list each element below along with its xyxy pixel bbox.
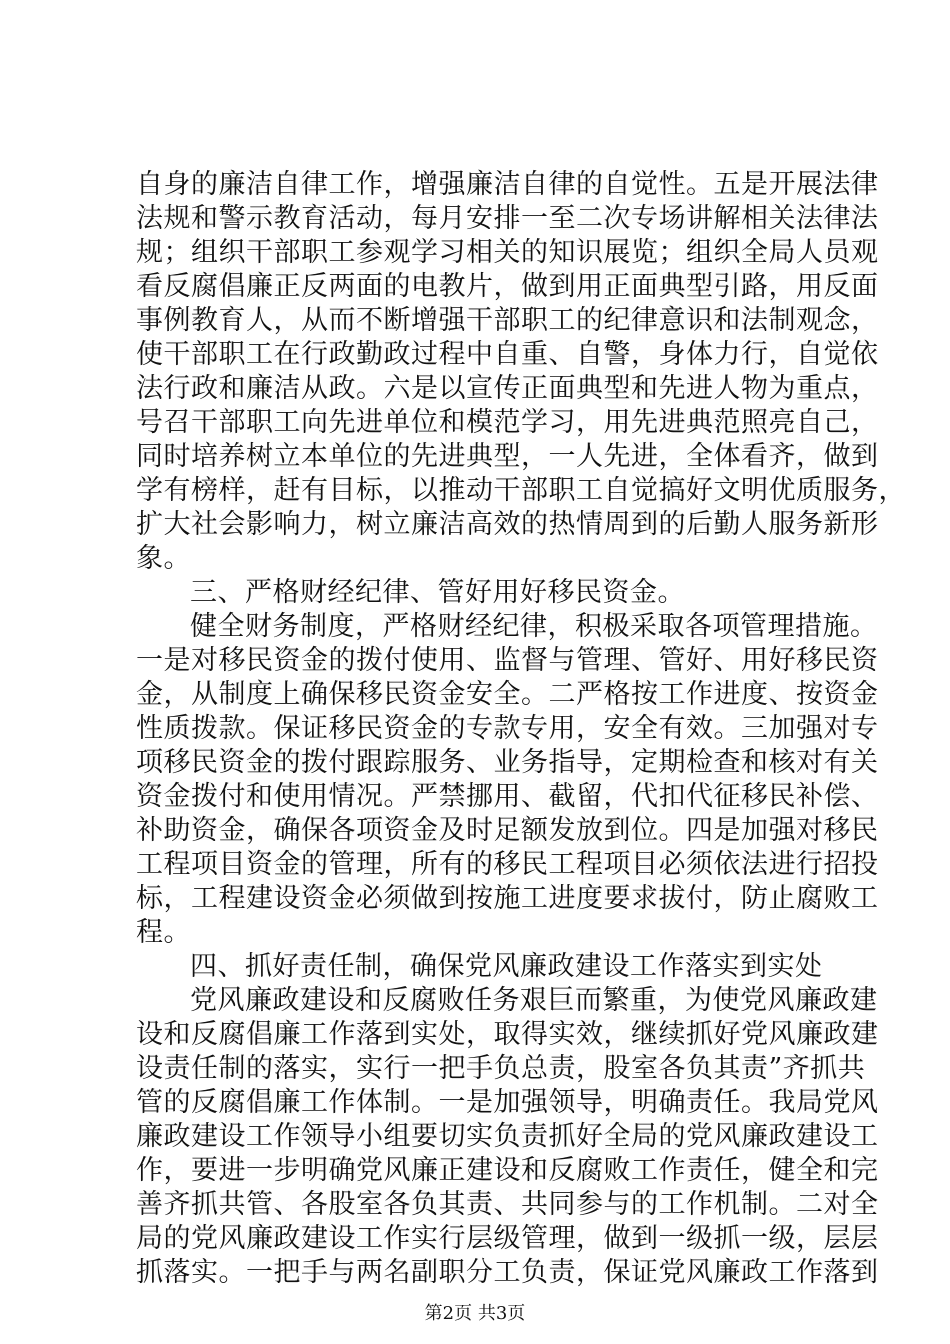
text-line: 设和反腐倡廉工作落到实处，取得实效，继续抓好党风廉政建 [136, 1019, 879, 1050]
section-heading: 三、严格财经纪律、管好用好移民资金。 [190, 577, 685, 608]
text-line: 扩大社会影响力，树立廉洁高效的热情周到的后勤人服务新形 [136, 509, 879, 540]
text-line: 项移民资金的拨付跟踪服务、业务指导，定期检查和核对有关 [136, 747, 879, 778]
text-line: 事例教育人，从而不断增强干部职工的纪律意识和法制观念， [136, 305, 879, 336]
text-line: 抓落实。一把手与两名副职分工负责，保证党风廉政工作落到 [136, 1257, 879, 1288]
text-line: 使干部职工在行政勤政过程中自重、自警，身体力行，自觉依 [136, 339, 879, 370]
text-line: 号召干部职工向先进单位和模范学习，用先进典范照亮自己， [136, 407, 879, 438]
text-line: 法规和警示教育活动，每月安排一至二次专场讲解相关法律法 [136, 203, 879, 234]
text-line: 工程项目资金的管理，所有的移民工程项目必须依法进行招投 [136, 849, 879, 880]
text-line: 学有榜样，赶有目标，以推动干部职工自觉搞好文明优质服务， [136, 475, 906, 506]
text-line: 金，从制度上确保移民资金安全。二严格按工作进度、按资金 [136, 679, 879, 710]
text-line: 自身的廉洁自律工作，增强廉洁自律的自觉性。五是开展法律 [136, 169, 879, 200]
paragraph-start-line: 党风廉政建设和反腐败任务艰巨而繁重，为使党风廉政建 [190, 985, 878, 1016]
document-body [136, 168, 906, 1290]
text-line: 标，工程建设资金必须做到按施工进度要求拔付，防止腐败工 [136, 883, 879, 914]
text-line: 规；组织干部职工参观学习相关的知识展览；组织全局人员观 [136, 237, 879, 268]
page-number-footer: 第2页 共3页 [424, 1303, 526, 1324]
text-line: 设责任制的落实，实行一把手负总责，股室各负其责”齐抓共 [136, 1053, 866, 1084]
text-line: 局的党风廉政建设工作实行层级管理，做到一级抓一级，层层 [136, 1223, 879, 1254]
text-line: 象。 [136, 543, 191, 574]
text-line: 性质拨款。保证移民资金的专款专用，安全有效。三加强对专 [136, 713, 879, 744]
text-line: 管的反腐倡廉工作体制。一是加强领导，明确责任。我局党风 [136, 1087, 879, 1118]
text-line: 廉政建设工作领导小组要切实负责抓好全局的党风廉政建设工 [136, 1121, 879, 1152]
text-line: 法行政和廉洁从政。六是以宣传正面典型和先进人物为重点， [136, 373, 879, 404]
paragraph-start-line: 健全财务制度，严格财经纪律，积极采取各项管理措施。 [190, 611, 878, 642]
section-heading: 四、抓好责任制，确保党风廉政建设工作落实到实处 [190, 951, 823, 982]
text-line: 善齐抓共管、各股室各负其责、共同参与的工作机制。二对全 [136, 1189, 879, 1220]
text-line: 看反腐倡廉正反两面的电教片，做到用正面典型引路，用反面 [136, 271, 879, 302]
text-line: 资金拨付和使用情况。严禁挪用、截留，代扣代征移民补偿、 [136, 781, 879, 812]
text-line: 补助资金，确保各项资金及时足额发放到位。四是加强对移民 [136, 815, 879, 846]
text-line: 一是对移民资金的拨付使用、监督与管理、管好、用好移民资 [136, 645, 879, 676]
text-line: 程。 [136, 917, 191, 948]
text-line: 作，要进一步明确党风廉正建设和反腐败工作责任，健全和完 [136, 1155, 879, 1186]
text-line: 同时培养树立本单位的先进典型，一人先进，全体看齐，做到 [136, 441, 879, 472]
